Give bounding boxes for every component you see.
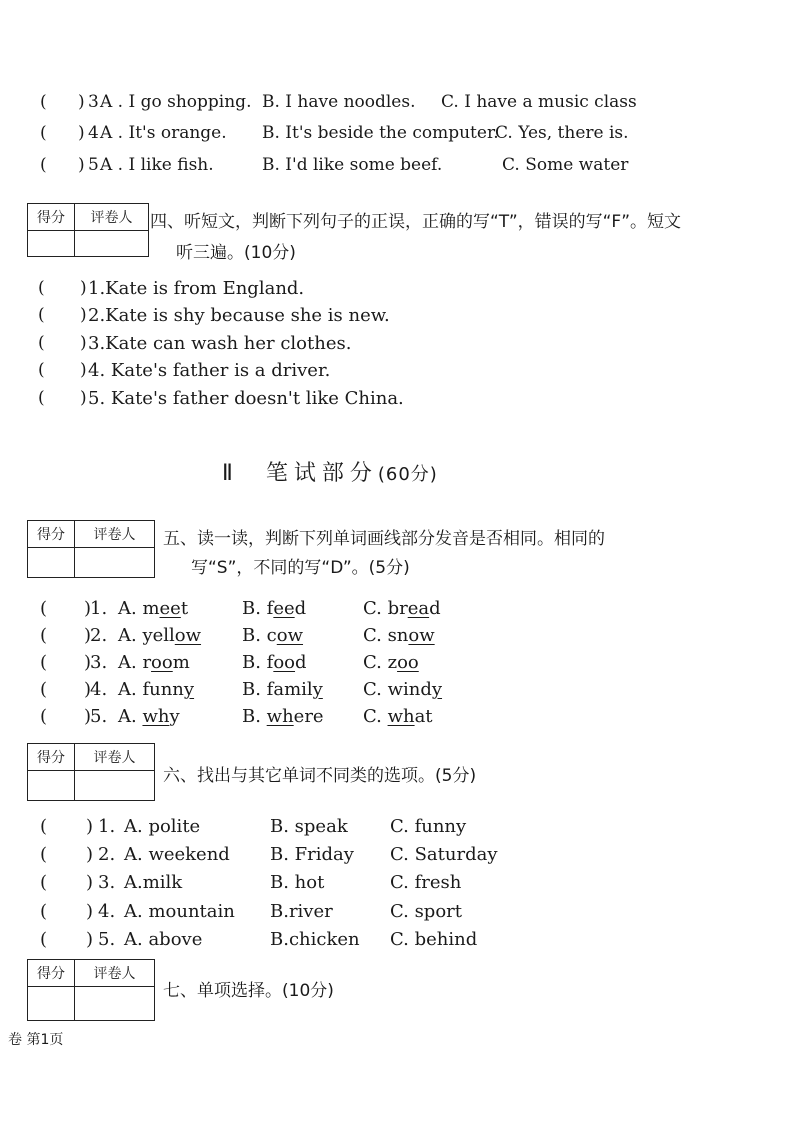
option-a: A . I go shopping. [100, 92, 252, 112]
option-b: B. family [242, 679, 323, 700]
option-b: B. feed [242, 598, 307, 619]
score-field[interactable] [28, 548, 75, 577]
underlined-letters: ee [273, 598, 295, 619]
score-label: 得分 [28, 744, 75, 771]
option-b: B.chicken [270, 929, 360, 950]
paren-close: ) [86, 901, 94, 922]
option-a: A . It's orange. [100, 123, 227, 143]
underlined-letters: ow [408, 625, 435, 646]
underlined-letters: oo [273, 652, 296, 673]
answer-blank[interactable]: ( [40, 816, 48, 837]
question-number: 2. [90, 625, 108, 646]
grader-label: 评卷人 [75, 744, 154, 771]
score-label: 得分 [28, 960, 75, 987]
underlined-letters: oo [151, 652, 173, 673]
part-heading: 笔试部分 [265, 461, 378, 486]
option-a: A. weekend [124, 844, 230, 865]
option-a: A . I like fish. [100, 155, 214, 175]
question-number: 3. [90, 652, 108, 673]
option-a: A. meet [118, 598, 189, 619]
score-field[interactable] [28, 771, 75, 800]
option-c: C. funny [390, 816, 467, 837]
paren-close: ) [86, 816, 94, 837]
underlined-letters: ow [174, 625, 202, 646]
option-b: B. speak [270, 816, 348, 837]
option-c: C. bread [363, 598, 441, 619]
answer-blank[interactable]: ( [40, 844, 48, 865]
answer-blank[interactable]: ( [40, 155, 47, 175]
paren-close: ) [84, 598, 92, 619]
paren-close: ) [84, 652, 92, 673]
option-c: C. windy [363, 679, 443, 700]
answer-blank[interactable]: ( [38, 278, 45, 298]
question-number: 5. [98, 929, 116, 950]
grader-field[interactable] [75, 231, 148, 256]
question-number: 4. [90, 679, 108, 700]
answer-blank[interactable]: ( [40, 625, 48, 646]
paren-close: ) [86, 872, 94, 893]
grader-label: 评卷人 [75, 204, 148, 231]
underlined-letters: ow [276, 625, 304, 646]
question-number: 2. [98, 844, 116, 865]
option-a: A. mountain [124, 901, 235, 922]
statement: 2.Kate is shy because she is new. [88, 305, 390, 326]
underlined-letters: oo [397, 652, 419, 673]
page-footer: 卷 第1页 [8, 1032, 64, 1048]
question-number: 5. [90, 706, 108, 727]
option-a: A. yellow [118, 625, 202, 646]
option-a: A. above [124, 929, 203, 950]
answer-blank[interactable]: ( [40, 92, 47, 112]
underlined-letters: ea [407, 598, 430, 619]
answer-blank[interactable]: ( [38, 360, 45, 380]
question-number: 5 [88, 155, 99, 175]
grader-field[interactable] [75, 771, 154, 800]
question-number: 4. [98, 901, 116, 922]
option-b: B. It's beside the computer. [262, 123, 499, 143]
statement: 5. Kate's father doesn't like China. [88, 388, 404, 409]
option-c: C. snow [363, 625, 435, 646]
option-a: A. why [118, 706, 180, 727]
part-score: (60分) [377, 464, 438, 485]
paren-close: ) [84, 706, 92, 727]
part-roman-numeral: Ⅱ [222, 461, 239, 486]
paren-close: ) [86, 844, 94, 865]
option-a: A.milk [124, 872, 183, 893]
grader-label: 评卷人 [75, 960, 154, 987]
question-number: 4 [88, 123, 99, 143]
underlined-letters: wh [387, 706, 415, 727]
grader-field[interactable] [75, 548, 154, 577]
score-box [27, 959, 155, 1021]
option-b: B. Friday [270, 844, 354, 865]
underlined-letters: wh [266, 706, 294, 727]
option-a: A. funny [118, 679, 195, 700]
question-number: 1. [98, 816, 116, 837]
answer-blank[interactable]: ( [38, 388, 45, 408]
underlined-letters: wh [142, 706, 170, 727]
option-b: B. hot [270, 872, 325, 893]
answer-blank[interactable]: ( [40, 929, 48, 950]
section-title-cont: 写“S”，不同的写“D”。(5分) [191, 558, 410, 578]
paren-close: ) [86, 929, 94, 950]
statement: 3.Kate can wash her clothes. [88, 333, 352, 354]
section-title: 五、读一读，判断下列单词画线部分发音是否相同。相同的 [163, 529, 605, 549]
paren-close: ) [84, 625, 92, 646]
question-number: 3. [98, 872, 116, 893]
option-b: B. food [242, 652, 307, 673]
section-title: 六、找出与其它单词不同类的选项。(5分) [163, 766, 477, 786]
score-label: 得分 [28, 521, 75, 548]
option-c: C. fresh [390, 872, 462, 893]
answer-blank[interactable]: ( [40, 872, 48, 893]
option-a: A. room [118, 652, 190, 673]
option-c: C. zoo [363, 652, 419, 673]
option-c: C. behind [390, 929, 478, 950]
option-a: A. polite [124, 816, 201, 837]
option-c: C. what [363, 706, 433, 727]
score-box [27, 203, 149, 257]
answer-blank[interactable]: ( [40, 706, 48, 727]
option-b: B. I'd like some beef. [262, 155, 443, 175]
statement: 4. Kate's father is a driver. [88, 360, 331, 381]
section-title: 四、听短文，判断下列句子的正误，正确的写“T”，错误的写“F”。短文 [150, 212, 682, 232]
part-title [222, 456, 438, 487]
score-label: 得分 [28, 204, 75, 231]
option-c: C. Some water [502, 155, 629, 175]
answer-blank[interactable]: ( [38, 333, 45, 353]
option-c: C. sport [390, 901, 463, 922]
option-c: C. Saturday [390, 844, 498, 865]
section-title: 七、单项选择。(10分) [163, 981, 334, 1001]
answer-blank[interactable]: ( [40, 679, 48, 700]
answer-blank[interactable]: ( [40, 652, 48, 673]
underlined-letters: y [431, 679, 443, 700]
question-number: 1. [90, 598, 108, 619]
option-c: C. Yes, there is. [495, 123, 629, 143]
underlined-letters: y [183, 679, 195, 700]
score-field[interactable] [28, 231, 75, 256]
question-number: 3 [88, 92, 99, 112]
answer-blank[interactable]: ( [38, 305, 45, 325]
option-b: B. cow [242, 625, 304, 646]
option-b: B.river [270, 901, 333, 922]
score-field[interactable] [28, 987, 75, 1020]
paren-close: ) [84, 679, 92, 700]
statement: 1.Kate is from England. [88, 278, 305, 299]
section-title-cont: 听三遍。(10分) [176, 243, 296, 263]
grader-label: 评卷人 [75, 521, 154, 548]
answer-blank[interactable]: ( [40, 901, 48, 922]
answer-blank[interactable]: ( [40, 598, 48, 619]
option-b: B. where [242, 706, 324, 727]
option-b: B. I have noodles. [262, 92, 416, 112]
option-c: C. I have a music class [441, 92, 637, 112]
underlined-letters: y [312, 679, 323, 700]
grader-field[interactable] [75, 987, 154, 1020]
answer-blank[interactable]: ( [40, 123, 47, 143]
underlined-letters: ee [159, 598, 181, 619]
score-box [27, 743, 155, 801]
score-box [27, 520, 155, 578]
